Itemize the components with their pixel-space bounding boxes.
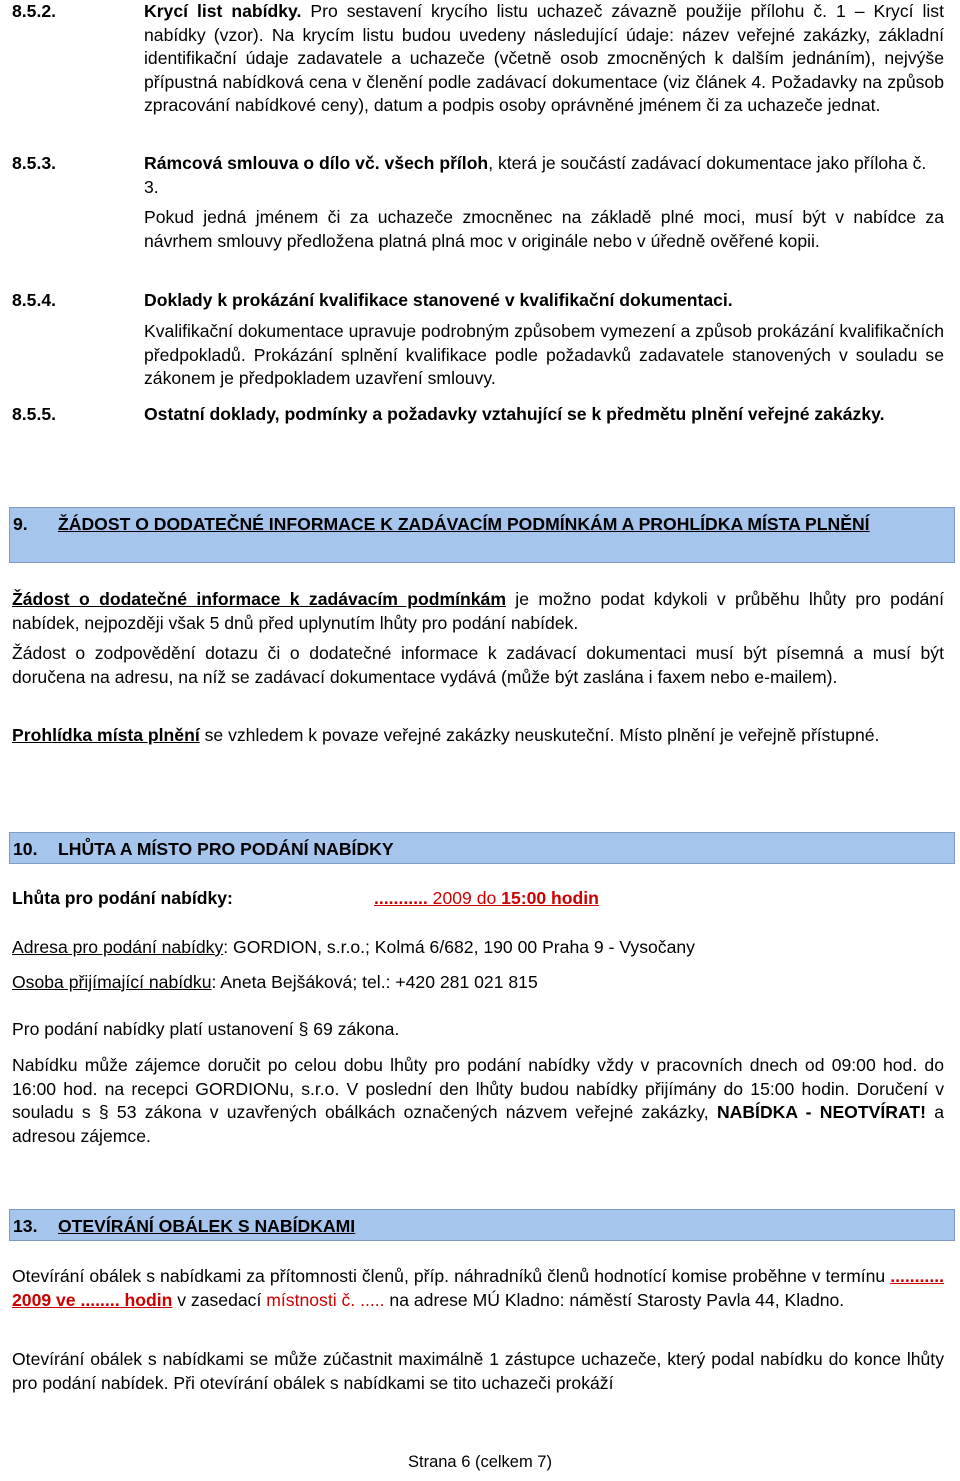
section-8-5-2	[144, 0, 944, 118]
page-footer: Strana 6 (celkem 7)	[408, 1453, 552, 1471]
section-text: , která je součástí zadávací dokumentace jako příloha č. 3.	[144, 153, 927, 197]
room-number: místnosti č. .....	[266, 1289, 385, 1310]
paragraph-text: Otevírání obálek s nabídkami za přítomnosti členů, příp. náhradníků členů hodnotící komise proběhne v termínu	[12, 1266, 891, 1286]
person-label: Osoba přijímající nabídku	[12, 972, 212, 992]
heading-number: 10.	[13, 839, 38, 859]
delivery-end: a adresou zájemce.	[12, 1102, 944, 1146]
person-value: : Aneta Bejšáková; tel.: +420 281 021 815	[211, 972, 538, 992]
deadline-label-text: Lhůta pro podání nabídky:	[12, 888, 233, 908]
heading-title: OTEVÍRÁNÍ OBÁLEK S NABÍDKAMI	[58, 1216, 356, 1236]
section-8-5-3	[144, 152, 944, 199]
delivery-text: Nabídku může zájemce doručit po celou dobu lhůty pro podání nabídky vždy v pracovních dnech od 09:00 hod. do 16:00 hod. na recepci GORDIONu, s.r.o. V poslední den lhůty budou nabídky přijímány do 15:00 hodin. Doručení v souladu s § 53 zákona v uzavřených obálkách označených názvem veřejné zakázky,	[12, 1055, 944, 1122]
section-8-5-3-paragraph: Pokud jedná jménem či za uchazeče zmocněnec na základě plné moci, musí být v nabídce za návrhem smlouvy předložena platná plná moc v originále nebo v úředně ověřené kopii.	[144, 207, 944, 251]
section-title: Ostatní doklady, podmínky a požadavky vztahující se k předmětu plnění veřejné zakázky.	[144, 404, 885, 424]
paragraph-9c	[12, 724, 944, 748]
section-heading-13	[9, 1209, 955, 1241]
deadline-year: 2009	[427, 888, 472, 908]
rule-line: Pro podání nabídky platí ustanovení § 69 zákona.	[12, 1019, 400, 1039]
paragraph-text: je možno podat kdykoli v průběhu lhůty pro podání nabídek, nejpozději však 5 dnů před uplynutím lhůty pro podání nabídek.	[12, 589, 944, 633]
deadline-value	[374, 887, 599, 911]
deadline-dots: ...........	[374, 888, 428, 908]
paragraph-text: na adrese MÚ Kladno: náměstí Starosty Pavla 44, Kladno.	[384, 1289, 845, 1310]
section-title: Krycí list nabídky.	[144, 1, 302, 21]
paragraph-text: se vzhledem k povaze veřejné zakázky neuskuteční. Místo plnění je veřejně přístupné.	[199, 725, 880, 745]
section-number: 8.5.3.	[12, 153, 57, 173]
delivery-paragraph	[12, 1054, 944, 1148]
section-title: Doklady k prokázání kvalifikace stanovené v kvalifikační dokumentaci.	[144, 290, 733, 310]
section-title-part: všech příloh	[379, 153, 489, 173]
section-heading-10	[9, 832, 955, 864]
heading-number: 9.	[13, 514, 28, 534]
address-value: : GORDION, s.r.o.; Kolmá 6/682, 190 00 Praha 9 - Vysočany	[223, 937, 695, 957]
paragraph-lead: Žádost o dodatečné informace k zadávacím podmínkám	[12, 589, 506, 609]
section-heading-9	[9, 507, 955, 563]
person-line	[12, 971, 538, 995]
section-number: 8.5.2.	[12, 1, 57, 21]
paragraph-9b: Žádost o zodpovědění dotazu či o dodatečné informace k zadávací dokumentaci musí být písemná a musí být doručena na adresu, na níž se zadávací dokumentace vydává (může být zaslána i faxem nebo e-mailem).	[12, 643, 944, 687]
delivery-bold: NABÍDKA - NEOTVÍRAT!	[716, 1102, 926, 1122]
paragraph-lead: Prohlídka místa plnění	[12, 725, 200, 745]
section-number: 8.5.4.	[12, 290, 57, 310]
paragraph-text: v zasedací	[172, 1289, 267, 1310]
section-8-5-4-paragraph: Kvalifikační dokumentace upravuje podrobným způsobem vymezení a způsob prokázání kvalifikačních předpokladů. Prokázání splnění kvalifikace podle požadavků zadavatele stanovených v souladu se zákonem je předpokladem uzavření smlouvy.	[144, 321, 944, 388]
deadline-do: do	[471, 888, 502, 908]
section-title: Rámcová smlouva o dílo vč.	[144, 153, 380, 173]
heading-number: 13.	[13, 1216, 38, 1236]
paragraph-9a	[12, 588, 944, 635]
paragraph-13a	[12, 1265, 944, 1312]
address-label: Adresa pro podání nabídky	[12, 937, 224, 957]
section-text: Pro sestavení krycího listu uchazeč závazně použije přílohu č. 1 – Krycí list nabídky (vzor). Na krycím listu budou uvedeny následující údaje: název veřejné zakázky, základní identifikační údaje zadavatele a uchazeče (včetně osob zmocněných k dalším jednáním), nejvýše přípustná nabídková cena v členění podle zadávací dokumentace (viz článek 4. Požadavky na způsob zpracování nabídkové ceny), datum a podpis osoby oprávněné jménem či za uchazeče jednat.	[144, 1, 944, 115]
paragraph-13b: Otevírání obálek s nabídkami se může zúčastnit maximálně 1 zástupce uchazeče, který podal nabídku do konce lhůty pro podání nabídek. Při otevírání obálek s nabídkami se tito uchazeči prokáží	[12, 1349, 944, 1393]
heading-title: LHŮTA A MÍSTO PRO PODÁNÍ NABÍDKY	[58, 839, 394, 859]
heading-title: ŽÁDOST O DODATEČNÉ INFORMACE K ZADÁVACÍM PODMÍNKÁM A PROHLÍDKA MÍSTA PLNĚNÍ	[58, 514, 870, 534]
deadline-label	[12, 887, 233, 911]
deadline-time: 15:00 hodin	[501, 888, 599, 908]
opening-date: ........... 2009 ve ........ hodin	[12, 1266, 944, 1310]
address-line	[12, 936, 695, 960]
section-number: 8.5.5.	[12, 404, 57, 424]
section-8-5-5-title	[144, 403, 944, 427]
section-8-5-4-title	[144, 289, 944, 313]
